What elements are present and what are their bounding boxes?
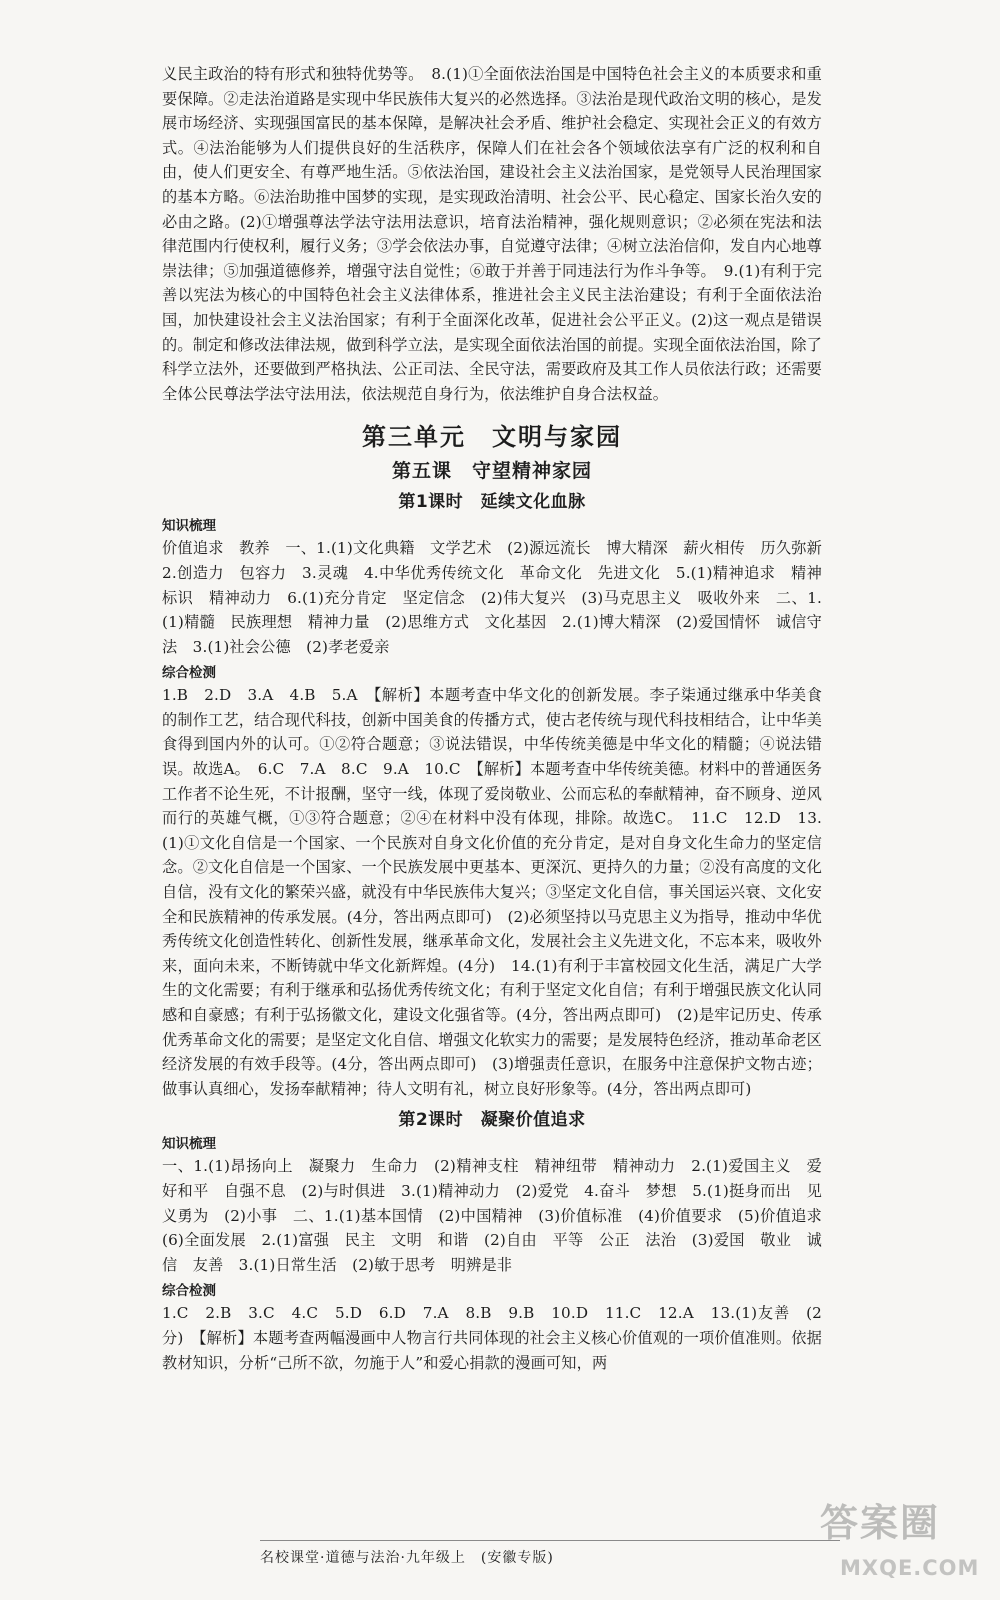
watermark-logo	[820, 1492, 980, 1592]
section-label-knowledge-2: 知识梳理	[162, 1136, 216, 1153]
section-label-test-2: 综合检测	[162, 1283, 216, 1300]
test-answers-1: 1.B 2.D 3.A 4.B 5.A 【解析】本题考查中华文化的创新发展。李子柒通过继承中华美食的制作工艺，结合现代科技，创新中国美食的传播方式，使古老传统与现代科技相结合，让中华美食得到国内外的认可。①②符合题意；③说法错误，中华传统美德是中华文化的精髓；④说法错误。故选A。 6.C 7.A 8.C 9.A 10.C 【解析】本题考查中华传统美德。材料中的普通医务工作者不论生死，不计报酬，坚守一线，体现了爱岗敬业、公而忘私的奉献精神，奋不顾身、逆风而行的英雄气概，①③符合题意；②④在材料中没有体现，排除。故选C。 11.C 12.D 13.(1)①文化自信是一个国家、一个民族对自身文化价值的充分肯定，是对自身文化生命力的坚定信念。②文化自信是一个国家、一个民族发展中更基本、更深沉、更持久的力量；②没有高度的文化自信，没有文化的繁荣兴盛，就没有中华民族伟大复兴；③坚定文化自信，事关国运兴衰、文化安全和民族精神的传承发展。(4分，答出两点即可) (2)必须坚持以马克思主义为指导，推动中华优秀传统文化创造性转化、创新性发展，继承革命文化，发展社会主义先进文化，不忘本来，吸收外来，面向未来，不断铸就中华文化新辉煌。(4分) 14.(1)有利于丰富校园文化生活，满足广大学生的文化需要；有利于继承和弘扬优秀传统文化；有利于坚定文化自信；有利于增强民族文化认同感和自豪感；有利于弘扬徽文化，建设文化强省等。(4分，答出两点即可) (2)是牢记历史、传承优秀革命文化的需要；是坚定文化自信、增强文化软实力的需要；是发展特色经济，推动革命老区经济发展的有效手段等。(4分，答出两点即可) (3)增强责任意识，在服务中注意保护文物古迹；做事认真细心，发扬奉献精神；待人文明有礼，树立良好形象等。(4分，答出两点即可)	[162, 686, 822, 1098]
lesson-title: 第五课 守望精神家园	[391, 460, 592, 483]
section-label-knowledge: 知识梳理	[162, 518, 216, 535]
watermark-url: MXQE.COM	[840, 1556, 980, 1580]
knowledge-answers-2: 一、1.(1)昂扬向上 凝聚力 生命力 (2)精神支柱 精神纽带 精神动力 2.(1)爱国主义 爱好和平 自强不息 (2)与时俱进 3.(1)精神动力 (2)爱党 4.奋斗 梦想 5.(1)挺身而出 见义勇为 (2)小事 二、1.(1)基本国情 (2)中国精神 (3)价值标准 (4)价值要求 (5)价值追求 (6)全面发展 2.(1)富强 民主 文明 和谐 (2)自由 平等 公正 法治 (3)爱国 敬业 诚信 友善 3.(1)日常生活 (2)敏于思考 明辨是非	[162, 1157, 838, 1274]
answer-text-block: 义民主政治的特有形式和独特优势等。 8.(1)①全面依法治国是中国特色社会主义的本质要求和重要保障。②走法治道路是实现中华民族伟大复兴的必然选择。③法治是现代政治文明的核心，是发展市场经济、实现强国富民的基本保障，是解决社会矛盾、维护社会稳定、实现社会正义的有效方式。④法治能够为人们提供良好的生活秩序，保障人们在社会各个领域依法享有广泛的权利和自由，使人们更安全、有尊严地生活。⑤依法治国，建设社会主义法治国家，是党领导人民治理国家的基本方略。⑥法治助推中国梦的实现，是实现政治清明、社会公平、民心稳定、国家长治久安的必由之路。(2)①增强尊法学法守法用法意识，培育法治精神，强化规则意识；②必须在宪法和法律范围内行使权利，履行义务；③学会依法办事，自觉遵守法律；④树立法治信仰，发自内心地尊崇法律；⑤加强道德修养，增强守法自觉性；⑥敢于并善于同违法行为作斗争等。 9.(1)有利于完善以宪法为核心的中国特色社会主义法律体系，推进社会主义民主法治建设；有利于全面依法治国，加快建设社会主义法治国家；有利于全面深化改革，促进社会公平正义。(2)这一观点是错误的。制定和修改法律法规，做到科学立法，是实现全面依法治国的前提。实现全面依法治国，除了科学立法外，还要做到严格执法、公正司法、全民守法，需要政府及其工作人员依法行政；还需要全体公民尊法学法守法用法，依法规范自身行为，依法维护自身合法权益。	[162, 65, 822, 403]
answer-page	[162, 62, 838, 1375]
period-1-title: 第1课时 延续文化血脉	[398, 492, 586, 513]
page-footer: 名校课堂·道德与法治·九年级上 (安徽专版)	[260, 1540, 840, 1567]
watermark-text: 答案圈	[820, 1501, 941, 1545]
period-2-title: 第2课时 凝聚价值追求	[398, 1110, 586, 1131]
knowledge-answers-1: 价值追求 教养 一、1.(1)文化典籍 文学艺术 (2)源远流长 博大精深 薪火相传 历久弥新 2.创造力 包容力 3.灵魂 4.中华优秀传统文化 革命文化 先进文化 5.(1)精神追求 精神标识 精神动力 6.(1)充分肯定 坚定信念 (2)伟大复兴 (3)马克思主义 吸收外来 二、1.(1)精髓 民族理想 精神力量 (2)思维方式 文化基因 2.(1)博大精深 (2)爱国情怀 诚信守法 3.(1)社会公德 (2)孝老爱亲	[162, 539, 838, 656]
unit-title: 第三单元 文明与家园	[362, 423, 622, 452]
section-label-test: 综合检测	[162, 665, 216, 682]
test-answers-2: 1.C 2.B 3.C 4.C 5.D 6.D 7.A 8.B 9.B 10.D 11.C 12.A 13.(1)友善 (2分) 【解析】本题考查两幅漫画中人物言行共同体现的社会主义核心价值观的一项价值准则。依据教材知识，分析“己所不欲，勿施于人”和爱心捐款的漫画可知，两	[162, 1304, 822, 1372]
